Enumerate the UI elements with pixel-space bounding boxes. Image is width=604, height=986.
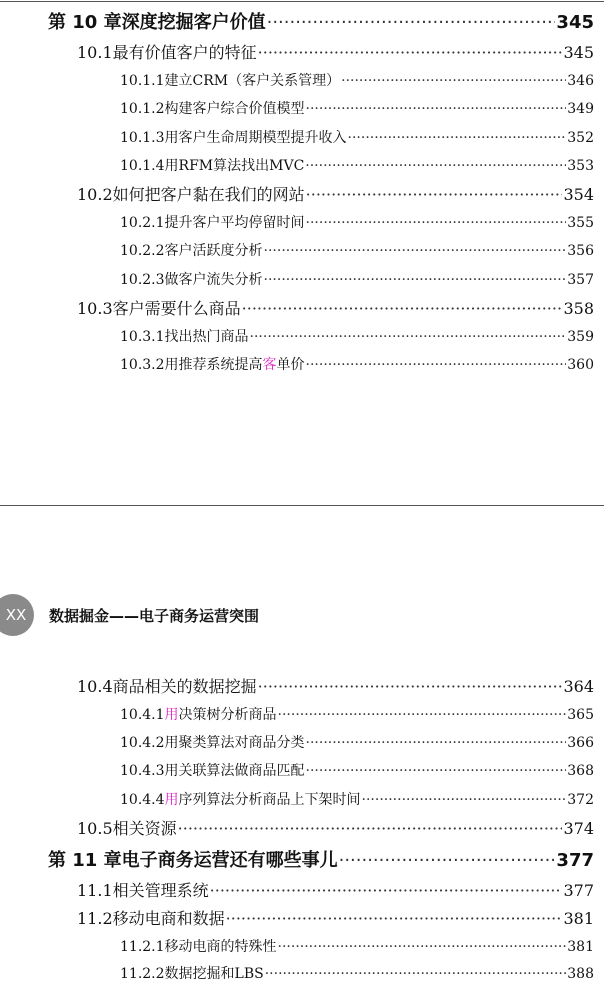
entry-title: 数据挖掘和LBS [164,966,264,982]
toc-section-11-2[interactable] [77,906,594,929]
entry-title: 相关管理系统 [112,881,209,900]
entry-number: 10.4.4 [120,792,165,808]
entry-page: 349 [567,101,594,117]
entry-title: 找出热门商品 [164,329,249,345]
entry-number: 10.2.2 [120,243,165,259]
entry-title: 客户需要什么商品 [112,299,241,318]
entry-page: 381 [563,909,594,928]
highlighted-char: 客 [262,357,277,373]
entry-page: 366 [567,735,594,751]
entry-page: 357 [567,272,594,288]
entry-number: 第 11 章 [48,850,122,871]
page-header [0,594,604,636]
entry-title: 客户活跃度分析 [164,243,263,259]
entry-title: 构建客户综合价值模型 [164,101,305,117]
entry-page: 368 [567,763,594,779]
toc-section-10-4[interactable] [77,674,594,697]
entry-number: 10.2.3 [120,272,165,288]
entry-number: 10.3 [77,299,113,318]
leader-dots [306,215,567,231]
entry-title: 建立CRM（客户关系管理） [164,73,341,89]
entry-page: 354 [563,185,594,204]
entry-page: 374 [563,819,594,838]
toc-subsection-10-1-3[interactable] [120,127,594,147]
page-number-badge: XX [0,594,34,636]
leader-dots [278,939,567,955]
entry-page: 365 [567,707,594,723]
entry-page: 356 [567,243,594,259]
entry-page: 346 [567,73,594,89]
entry-title: 深度挖掘客户价值 [121,12,266,33]
entry-number: 10.1.3 [120,130,165,146]
entry-title: 最有价值客户的特征 [112,43,257,62]
toc-chapter-11[interactable] [48,846,594,872]
entry-title: 用关联算法做商品匹配 [164,763,305,779]
toc-section-10-3[interactable] [77,296,594,319]
entry-title: 用聚类算法对商品分类 [164,735,305,751]
highlighted-char: 用 [164,707,179,723]
leader-dots [264,243,567,259]
entry-page: 345 [556,12,594,33]
toc-section-11-1[interactable] [77,878,594,901]
entry-page: 377 [563,881,594,900]
page-divider [0,505,604,506]
leader-dots [242,299,563,318]
leader-dots [306,735,567,751]
toc-subsection-10-4-2[interactable] [120,732,594,752]
toc-section-10-1[interactable] [77,40,594,63]
leader-dots [264,272,567,288]
entry-number: 11.1 [77,881,113,900]
entry-number: 10.1.4 [120,158,165,174]
entry-title: 电子商务运营还有哪些事儿 [121,850,338,871]
entry-page: 359 [567,329,594,345]
entry-number: 10.4 [77,677,113,696]
toc-subsection-10-2-3[interactable] [120,269,594,289]
toc-subsection-10-2-1[interactable] [120,212,594,232]
toc-section-10-2[interactable] [77,182,594,205]
entry-page: 358 [563,299,594,318]
title-part: 用推荐系统提高 [164,357,263,373]
entry-number: 11.2.1 [120,939,165,955]
leader-dots [341,73,566,89]
entry-page: 381 [567,939,594,955]
entry-title: 用客户生命周期模型提升收入 [164,130,347,146]
title-part: 单价 [276,357,305,373]
leader-dots [258,43,563,62]
entry-page: 353 [567,158,594,174]
entry-number: 10.4.1 [120,707,165,723]
toc-subsection-10-4-3[interactable] [120,760,594,780]
entry-number: 11.2 [77,909,113,928]
entry-number: 10.2 [77,185,113,204]
leader-dots [305,158,566,174]
top-rule [0,1,604,2]
entry-number: 10.4.3 [120,763,165,779]
toc-subsection-10-1-1[interactable] [120,70,594,90]
toc-subsection-10-2-2[interactable] [120,240,594,260]
entry-page: 377 [556,850,594,871]
leader-dots [278,707,567,723]
toc-subsection-10-4-4[interactable] [120,789,594,809]
entry-page: 345 [563,43,594,62]
entry-title: 用RFM算法找出MVC [164,158,305,174]
entry-title: 移动电商的特殊性 [164,939,277,955]
toc-subsection-10-3-1[interactable] [120,326,594,346]
toc-chapter-10[interactable] [48,8,594,34]
leader-dots [258,677,563,696]
entry-page: 355 [567,215,594,231]
entry-page: 360 [567,357,594,373]
entry-number: 10.1 [77,43,113,62]
highlighted-char: 用 [164,792,179,808]
entry-title: 相关资源 [112,819,177,838]
entry-number: 10.1.1 [120,73,165,89]
entry-number: 第 10 章 [48,12,122,33]
leader-dots [178,819,563,838]
leader-dots [339,850,556,871]
leader-dots [362,792,567,808]
toc-subsection-10-1-4[interactable] [120,155,594,175]
entry-title [165,789,361,809]
book-title: 数据掘金——电子商务运营突围 [49,607,260,625]
entry-number: 10.3.1 [120,329,165,345]
entry-title: 如何把客户黏在我们的网站 [112,185,305,204]
leader-dots [267,12,556,33]
entry-page: 364 [563,677,594,696]
leader-dots [306,763,567,779]
toc-subsection-11-2-1[interactable] [120,936,594,956]
entry-title [165,704,277,724]
title-part: 序列算法分析商品上下架时间 [178,792,361,808]
toc-subsection-10-4-1[interactable] [120,704,594,724]
entry-page: 352 [567,130,594,146]
entry-number: 10.4.2 [120,735,165,751]
leader-dots [226,909,563,928]
entry-number: 10.3.2 [120,357,165,373]
entry-title: 商品相关的数据挖掘 [112,677,257,696]
entry-page: 388 [567,966,594,982]
entry-title: 提升客户平均停留时间 [164,215,305,231]
toc-subsection-10-3-2[interactable] [120,354,594,374]
entry-title: 做客户流失分析 [164,272,263,288]
toc-subsection-10-1-2[interactable] [120,98,594,118]
leader-dots [306,185,563,204]
leader-dots [306,357,567,373]
entry-number: 10.1.2 [120,101,165,117]
leader-dots [265,966,567,982]
entry-page: 372 [567,792,594,808]
entry-title [165,354,305,374]
leader-dots [210,881,563,900]
leader-dots [306,101,567,117]
toc-subsection-11-2-2[interactable] [120,963,594,983]
toc-section-10-5[interactable] [77,816,594,839]
entry-title: 移动电商和数据 [112,909,225,928]
entry-number: 10.2.1 [120,215,165,231]
leader-dots [250,329,567,345]
title-part: 决策树分析商品 [178,707,277,723]
entry-number: 11.2.2 [120,966,165,982]
entry-number: 10.5 [77,819,113,838]
leader-dots [348,130,567,146]
